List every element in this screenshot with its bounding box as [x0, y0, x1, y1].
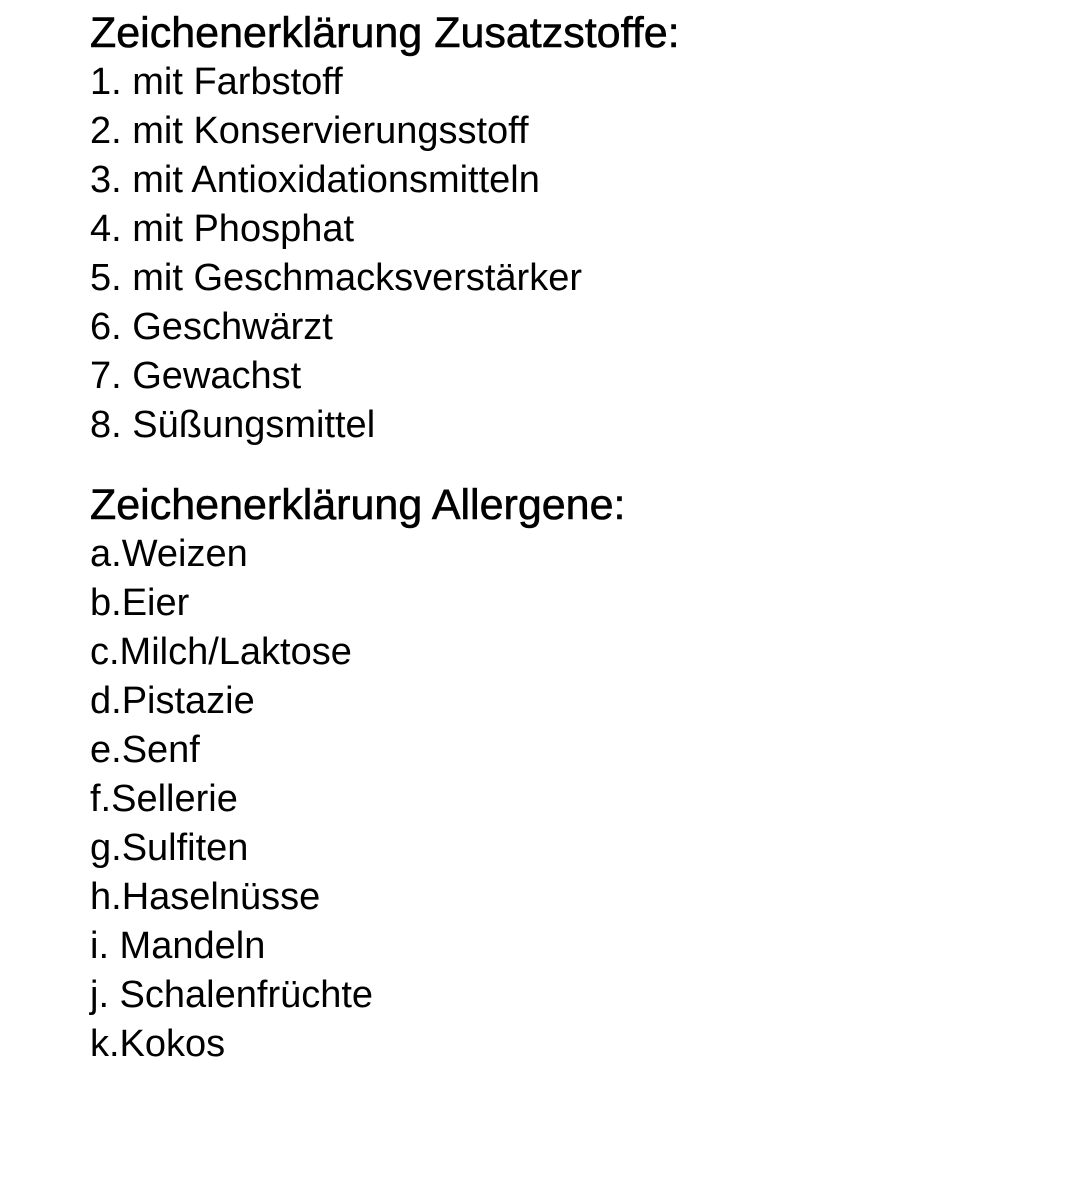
allergen-item-k: k.Kokos — [90, 1023, 226, 1065]
additive-item-4: 4. mit Phosphat — [90, 208, 355, 250]
allergen-item-a: a.Weizen — [90, 533, 248, 575]
additive-item-8: 8. Süßungsmittel — [90, 404, 376, 446]
allergen-item-c: c.Milch/Laktose — [90, 631, 352, 673]
legend-page — [90, 8, 1050, 1069]
additives-legend-title: Zeichenerklärung Zusatzstoffe: — [90, 9, 680, 57]
additives-list — [90, 58, 1050, 450]
allergen-item-h: h.Haselnüsse — [90, 876, 321, 918]
additive-item-7: 7. Gewachst — [90, 355, 302, 397]
allergen-item-g: g.Sulfiten — [90, 827, 249, 869]
allergen-item-d: d.Pistazie — [90, 680, 255, 722]
allergen-item-b: b.Eier — [90, 582, 190, 624]
additives-legend — [90, 8, 1050, 450]
additive-item-2: 2. mit Konservierungsstoff — [90, 110, 529, 152]
allergen-item-f: f.Sellerie — [90, 778, 238, 820]
allergen-item-e: e.Senf — [90, 729, 200, 771]
allergen-item-i: i. Mandeln — [90, 925, 266, 967]
allergens-legend-title: Zeichenerklärung Allergene: — [90, 481, 626, 529]
additive-item-5: 5. mit Geschmacksverstärker — [90, 257, 582, 299]
allergens-list — [90, 530, 1050, 1069]
additive-item-1: 1. mit Farbstoff — [90, 61, 343, 103]
additive-item-3: 3. mit Antioxidationsmitteln — [90, 159, 540, 201]
allergens-legend — [90, 480, 1050, 1069]
additive-item-6: 6. Geschwärzt — [90, 306, 333, 348]
allergen-item-j: j. Schalenfrüchte — [90, 974, 374, 1016]
